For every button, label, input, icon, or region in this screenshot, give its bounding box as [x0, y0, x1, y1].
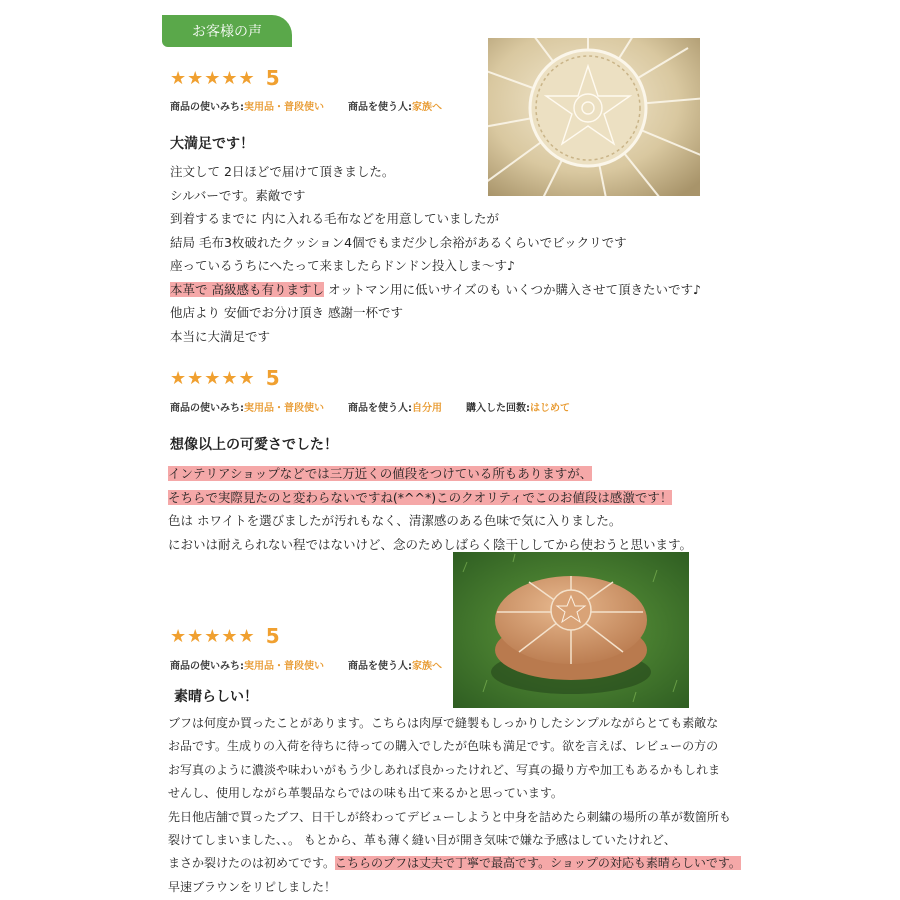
review-3-body — [168, 712, 741, 899]
review-text: においは耐えられない程ではないけど、念のためしばらく陰干ししてから使おうと思います。 — [168, 536, 693, 552]
review-2-title: 想像以上の可愛さでした！ — [170, 437, 338, 453]
review-2-rating — [170, 366, 280, 390]
review-line — [168, 876, 741, 899]
rating-score: 5 — [265, 366, 280, 390]
review-text: まさか裂けたのは初めてです。 — [168, 856, 336, 871]
meta-usage: 商品の使いみち:実用品・普段使い — [170, 403, 324, 414]
meta-usage: 商品の使いみち:実用品・普段使い — [170, 102, 324, 113]
review-text: 先日他店舗で買ったブフ、日干しが終わってデビューしようと中身を詰めたら刺繍の場所の革が数箇所も — [168, 809, 731, 824]
review-line — [168, 735, 741, 758]
review-1-meta — [170, 98, 442, 113]
meta-purchase-count: 購入した回数:はじめて — [466, 403, 570, 414]
rating-score: 5 — [265, 624, 280, 648]
highlighted-text: 本革で 高級感も有りますし — [170, 281, 324, 297]
review-text: 早速ブラウンをリピしました！ — [168, 879, 337, 894]
review-line — [170, 325, 701, 349]
review-line — [168, 759, 741, 782]
review-line — [168, 462, 692, 486]
tan-pouf-photo — [453, 552, 689, 708]
review-text: 到着するまでに 内に入れる毛布などを用意していましたが — [170, 211, 499, 226]
review-3-meta — [170, 657, 442, 672]
meta-user: 商品を使う人:自分用 — [348, 403, 442, 414]
review-text: シルバーです。素敵です — [170, 187, 306, 203]
meta-user: 商品を使う人:家族へ — [348, 102, 442, 113]
review-text: 座っているうちにへたって来ましたらドンドン投入しま～す♪ — [170, 258, 515, 273]
highlighted-text: インテリアショップなどでは三万近くの値段をつけている所もありますが、 — [168, 466, 593, 481]
review-text: 裂けてしまいました、、。 もとから、革も薄く縫い目が開き気味で嫌な予感はしていたけれど、 — [168, 833, 676, 848]
review-text: 本当に大満足です — [170, 328, 271, 344]
review-text: ブフは何度か買ったことがあります。こちらは肉厚で縫製もしっかりしたシンプルながらとても素敵な — [168, 716, 719, 730]
review-text: 注文して 2日ほどで届けて頂きました。 — [170, 164, 395, 179]
review-line — [168, 782, 741, 805]
review-line — [168, 852, 741, 875]
review-1-body — [170, 160, 701, 348]
review-line — [168, 806, 741, 829]
review-2-meta — [170, 399, 570, 414]
meta-usage: 商品の使いみち:実用品・普段使い — [170, 661, 324, 672]
meta-user: 商品を使う人:家族へ — [348, 661, 442, 672]
review-3-title: 素晴らしい！ — [174, 689, 258, 705]
review-line — [168, 829, 741, 852]
review-text: オットマン用に低いサイズのも いくつか購入させて頂きたいです♪ — [323, 281, 702, 297]
review-1-title: 大満足です！ — [170, 136, 254, 152]
review-text: お品です。生成りの入荷を待ちに待っての購入でしたが色味も満足です。欲を言えば、レビューの方の — [168, 739, 719, 754]
review-2-body — [168, 462, 692, 556]
highlighted-text: こちらのブフは丈夫で丁寧で最高です。ショップの対応も素晴らしいです。 — [335, 856, 741, 871]
review-text: せんし、使用しながら革製品ならではの味も出て来るかと思っています。 — [168, 786, 563, 801]
review-text: お写真のように濃淡や味わいがもう少しあれば良かったけれど、写真の撮り方や加工もあるかもしれま — [168, 762, 721, 777]
star-rating-icon: ★★★★★ — [170, 367, 256, 389]
review-line — [170, 301, 701, 325]
customer-voice-badge: お客様の声 — [162, 15, 292, 47]
review-line — [170, 254, 701, 278]
rating-score: 5 — [265, 66, 280, 90]
review-line — [170, 207, 701, 231]
review-line — [170, 160, 701, 184]
review-text: 他店より 安価でお分け頂き 感謝一杯です — [170, 305, 403, 320]
review-line — [168, 486, 692, 510]
review-line — [168, 712, 741, 735]
review-line — [168, 509, 692, 533]
highlighted-text: そちらで実際見たのと変わらないですね(*^^*)このクオリティでこのお値段は感激です！ — [168, 489, 673, 505]
review-text: 色は ホワイトを選びましたが汚れもなく、清潔感のある色味で気に入りました。 — [168, 513, 622, 528]
review-3-rating — [170, 624, 280, 648]
star-rating-icon: ★★★★★ — [170, 625, 256, 647]
review-text: 結局 毛布3枚破れたクッション4個でもまだ少し余裕があるくらいでビックリです — [170, 234, 627, 250]
review-line — [170, 184, 701, 208]
review-line — [170, 231, 701, 255]
review-line — [170, 278, 701, 302]
star-rating-icon: ★★★★★ — [170, 67, 256, 89]
review-1-rating — [170, 66, 280, 90]
